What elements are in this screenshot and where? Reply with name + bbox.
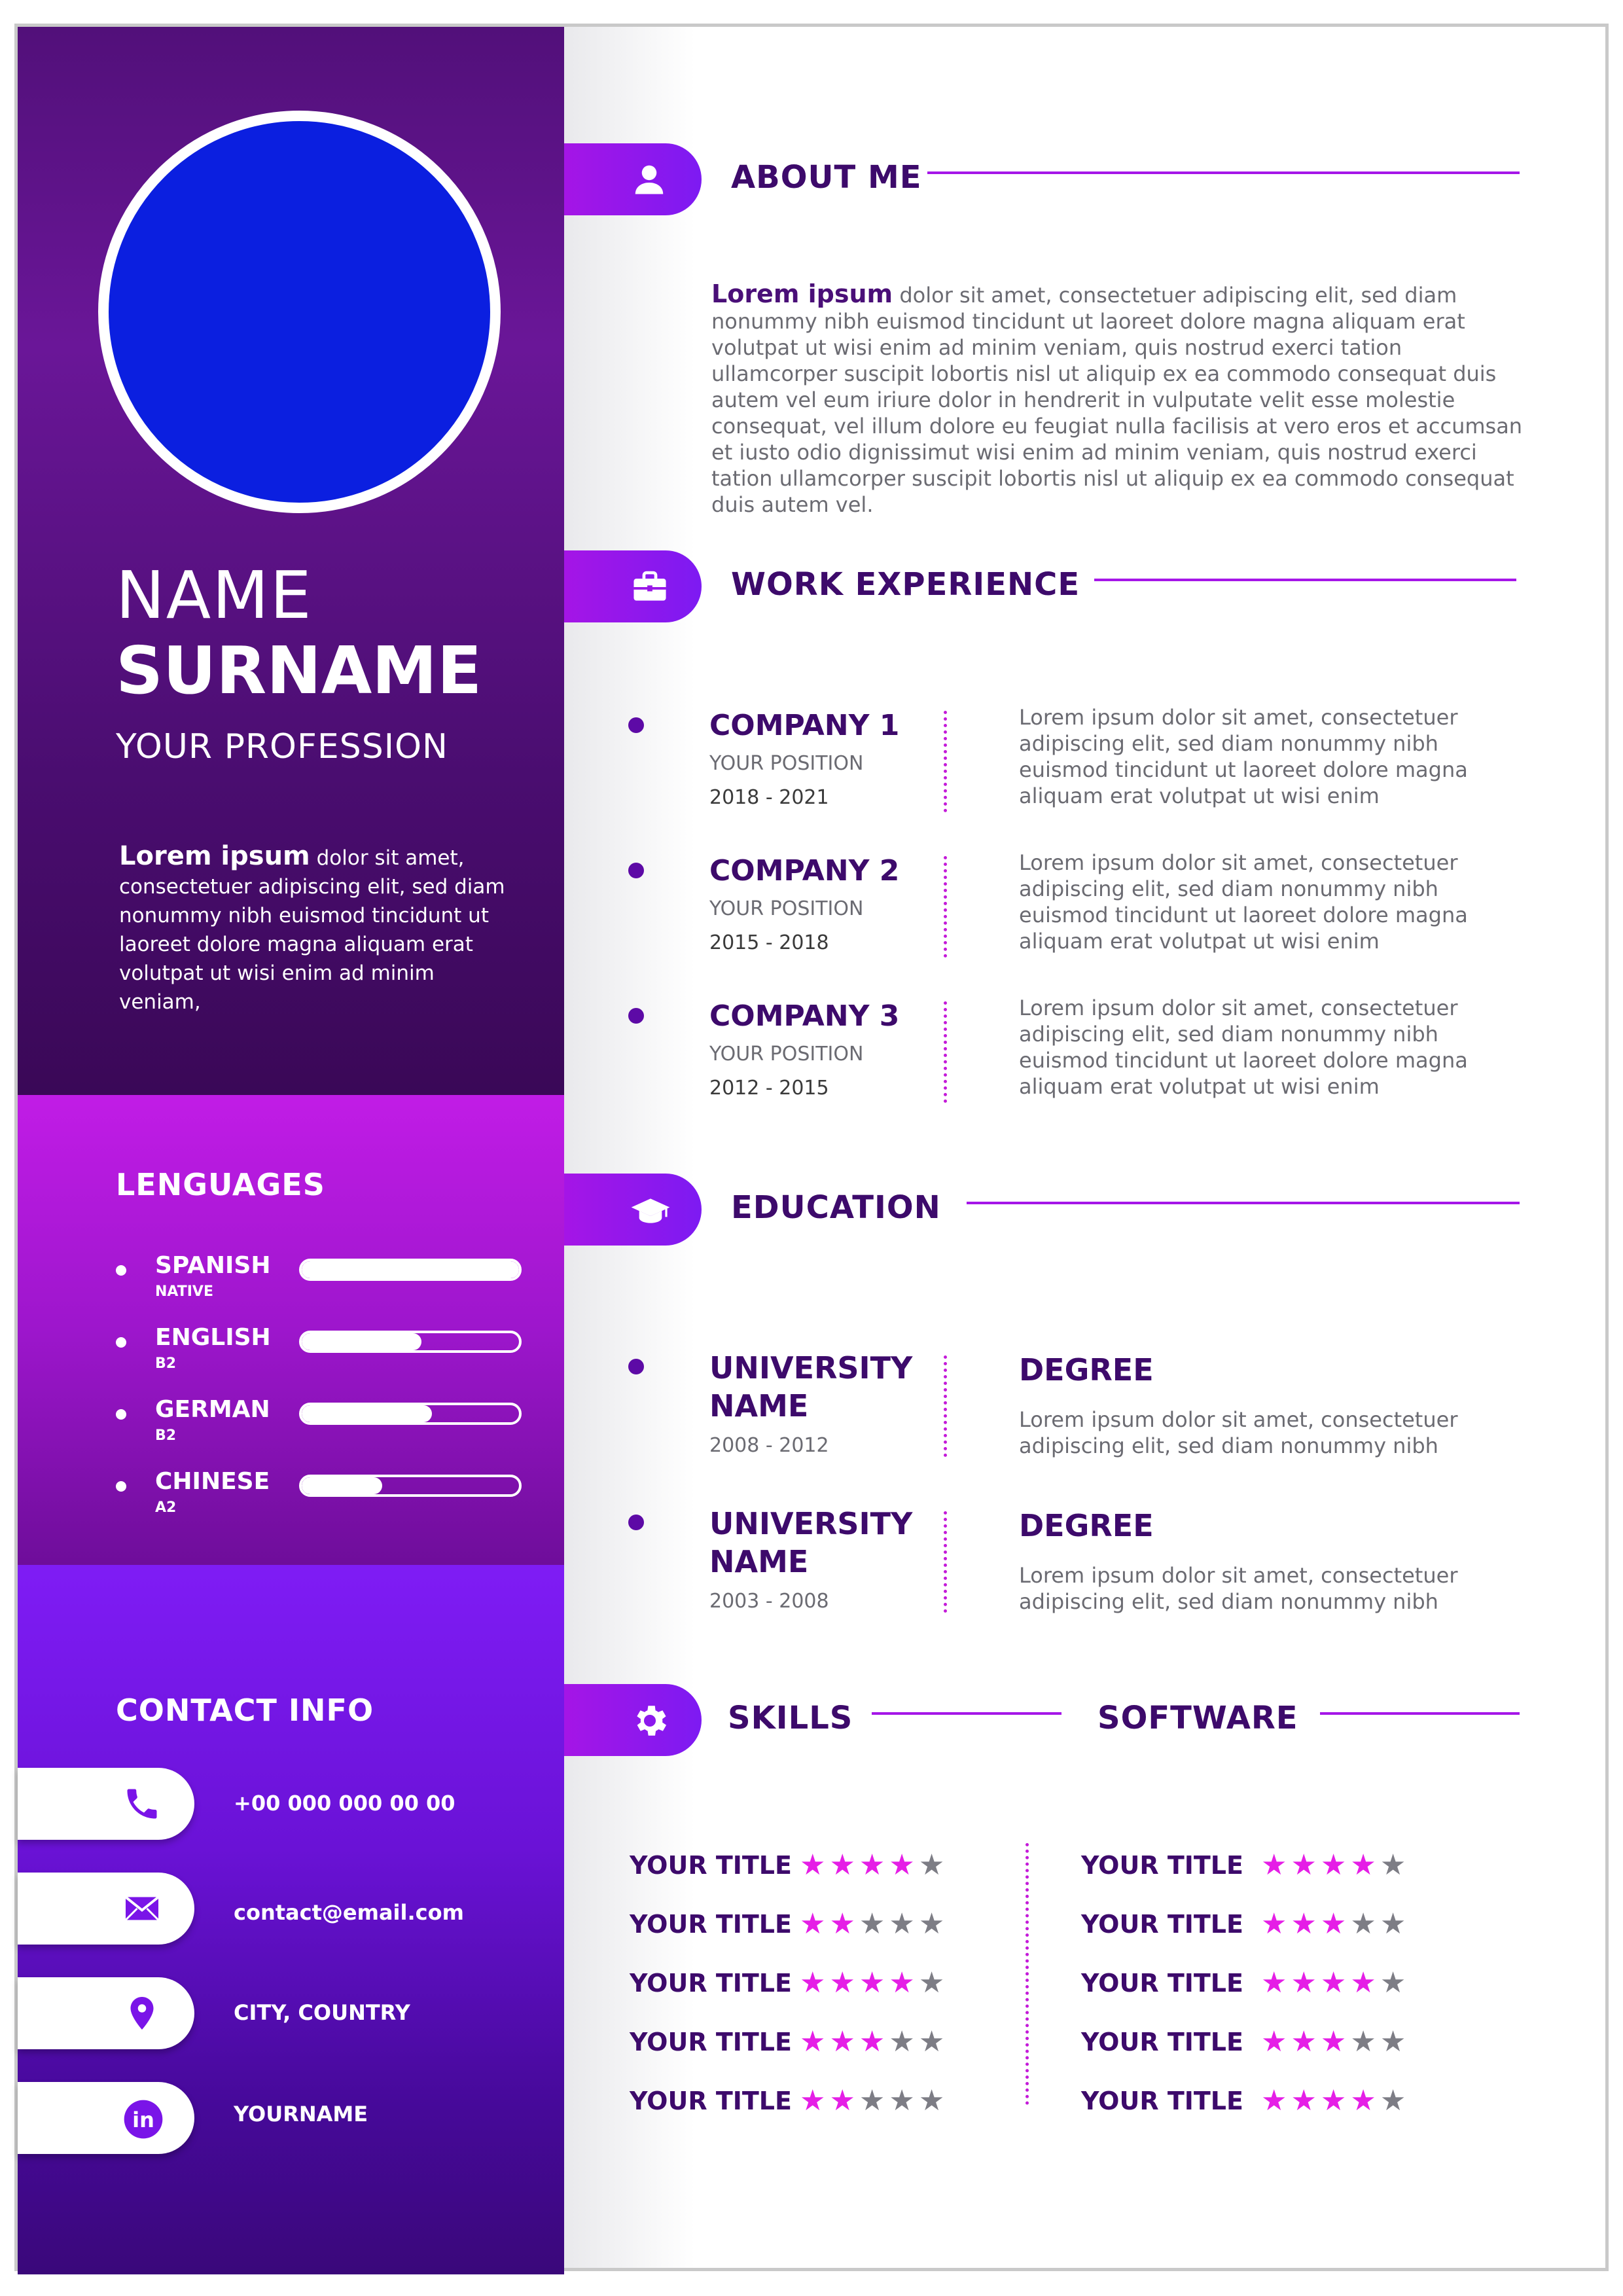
star-filled-icon: ★ <box>1261 1848 1291 1882</box>
star-empty-icon: ★ <box>1380 1966 1410 2000</box>
company-position: YOUR POSITION <box>709 752 864 775</box>
company-description: Lorem ipsum dolor sit amet, consectetuer adipiscing elit, sed diam nonummy nibh euismod tincidunt ut laoreet dolore magna aliquam erat volutpat ut wisi enim <box>1019 850 1468 954</box>
star-filled-icon: ★ <box>1261 1907 1291 1941</box>
language-name: ENGLISH <box>155 1324 271 1351</box>
university-name: UNIVERSITY NAME <box>709 1506 913 1579</box>
language-level: NATIVE <box>155 1283 213 1300</box>
skills-divider <box>872 1712 1061 1715</box>
education-tab <box>564 1174 702 1246</box>
software-title: YOUR TITLE <box>1081 1969 1243 1998</box>
about-tab <box>564 143 702 215</box>
language-proficiency-fill <box>302 1477 382 1494</box>
star-filled-icon: ★ <box>889 1966 919 2000</box>
phone-pill <box>18 1768 194 1840</box>
about-divider <box>927 171 1520 174</box>
star-empty-icon: ★ <box>889 1907 919 1941</box>
contact-panel <box>18 1565 564 2274</box>
star-filled-icon: ★ <box>1320 2084 1351 2117</box>
software-rating <box>1261 2084 1410 2117</box>
star-empty-icon: ★ <box>889 2084 919 2117</box>
star-filled-icon: ★ <box>1291 1966 1321 2000</box>
sidebar-profile-panel <box>18 27 564 1095</box>
star-filled-icon: ★ <box>859 1966 889 2000</box>
star-filled-icon: ★ <box>1320 2025 1351 2058</box>
skill-title: YOUR TITLE <box>630 2028 792 2056</box>
star-filled-icon: ★ <box>829 2025 859 2058</box>
contact-email[interactable]: contact@email.com <box>234 1900 464 1925</box>
contact-linkedin[interactable]: YOURNAME <box>234 2102 368 2126</box>
profile-intro <box>119 842 512 1016</box>
profile-intro-lead: Lorem ipsum <box>119 841 310 871</box>
company-name: COMPANY 3 <box>709 999 900 1033</box>
star-empty-icon: ★ <box>1350 2025 1380 2058</box>
company-years: 2012 - 2015 <box>709 1077 829 1100</box>
software-heading: SOFTWARE <box>1097 1700 1298 1736</box>
software-title: YOUR TITLE <box>1081 2028 1243 2056</box>
company-name: COMPANY 2 <box>709 854 900 888</box>
university-years: 2003 - 2008 <box>709 1590 829 1613</box>
last-name: SURNAME <box>116 632 482 709</box>
timeline-bullet <box>628 1359 644 1374</box>
linkedin-icon <box>122 2098 164 2140</box>
about-text <box>711 281 1529 518</box>
star-filled-icon: ★ <box>1320 1848 1351 1882</box>
dotted-separator <box>944 711 947 812</box>
skill-title: YOUR TITLE <box>630 1851 792 1880</box>
star-filled-icon: ★ <box>800 1848 830 1882</box>
bullet-dot <box>116 1337 126 1348</box>
star-filled-icon: ★ <box>800 2025 830 2058</box>
svg-text:in: in <box>132 2108 154 2132</box>
software-row <box>1081 1907 1428 1943</box>
star-filled-icon: ★ <box>859 1848 889 1882</box>
contact-phone[interactable]: +00 000 000 00 00 <box>234 1791 455 1816</box>
star-filled-icon: ★ <box>1320 1907 1351 1941</box>
language-item <box>116 1468 522 1520</box>
degree-title: DEGREE <box>1019 1508 1154 1543</box>
star-filled-icon: ★ <box>1320 1966 1351 2000</box>
star-filled-icon: ★ <box>800 1907 830 1941</box>
envelope-icon <box>122 1889 162 1928</box>
language-level: A2 <box>155 1499 177 1516</box>
timeline-bullet <box>628 717 644 733</box>
language-level: B2 <box>155 1427 177 1444</box>
degree-description: Lorem ipsum dolor sit amet, consectetuer adipiscing elit, sed diam nonummy nibh <box>1019 1563 1458 1614</box>
star-filled-icon: ★ <box>1261 1966 1291 2000</box>
phone-icon <box>122 1784 162 1823</box>
resume-page <box>14 24 1609 2271</box>
skill-row <box>630 2084 970 2119</box>
star-empty-icon: ★ <box>1350 1907 1380 1941</box>
education-divider <box>967 1202 1520 1204</box>
star-filled-icon: ★ <box>829 1848 859 1882</box>
work-divider <box>1094 579 1516 581</box>
star-filled-icon: ★ <box>829 1907 859 1941</box>
skill-rating <box>800 1907 948 1941</box>
star-empty-icon: ★ <box>918 1848 949 1882</box>
star-empty-icon: ★ <box>859 1907 889 1941</box>
software-row <box>1081 2025 1428 2060</box>
skills-tab <box>564 1684 702 1756</box>
gear-icon <box>630 1700 670 1741</box>
dotted-separator <box>944 1001 947 1103</box>
star-empty-icon: ★ <box>918 2084 949 2117</box>
skill-row <box>630 1907 970 1943</box>
language-name: SPANISH <box>155 1252 271 1279</box>
skill-row <box>630 2025 970 2060</box>
about-lead: Lorem ipsum <box>711 279 893 308</box>
star-empty-icon: ★ <box>918 1966 949 2000</box>
skill-row <box>630 1966 970 2001</box>
language-item <box>116 1324 522 1376</box>
software-row <box>1081 2084 1428 2119</box>
star-filled-icon: ★ <box>889 1848 919 1882</box>
star-filled-icon: ★ <box>1350 1966 1380 2000</box>
work-heading: WORK EXPERIENCE <box>731 566 1080 603</box>
location-pill <box>18 1977 194 2049</box>
language-proficiency-bar <box>299 1475 522 1497</box>
skill-rating <box>800 1966 948 2000</box>
software-divider <box>1320 1712 1520 1715</box>
skill-row <box>630 1848 970 1884</box>
skill-title: YOUR TITLE <box>630 1969 792 1998</box>
company-years: 2018 - 2021 <box>709 786 829 809</box>
linkedin-pill <box>18 2082 194 2154</box>
timeline-bullet <box>628 863 644 878</box>
star-filled-icon: ★ <box>1261 2084 1291 2117</box>
star-empty-icon: ★ <box>1380 1907 1410 1941</box>
education-heading: EDUCATION <box>731 1189 941 1226</box>
star-empty-icon: ★ <box>1380 2084 1410 2117</box>
skills-heading: SKILLS <box>728 1700 853 1736</box>
profession: YOUR PROFESSION <box>116 727 448 766</box>
profile-intro-text: dolor sit amet, consectetuer adipiscing elit, sed diam nonummy nibh euismod tincidunt ut laoreet dolore magna aliquam erat volutpat ut wisi enim ad minim veniam, <box>119 846 505 1014</box>
star-filled-icon: ★ <box>829 1966 859 2000</box>
university-years: 2008 - 2012 <box>709 1434 829 1457</box>
language-proficiency-fill <box>302 1405 432 1422</box>
star-filled-icon: ★ <box>1291 2025 1321 2058</box>
language-proficiency-fill <box>302 1333 421 1350</box>
star-filled-icon: ★ <box>1291 1848 1321 1882</box>
skill-title: YOUR TITLE <box>630 1910 792 1939</box>
degree-description: Lorem ipsum dolor sit amet, consectetuer adipiscing elit, sed diam nonummy nibh <box>1019 1407 1458 1458</box>
briefcase-icon <box>630 567 670 607</box>
about-body: dolor sit amet, consectetuer adipiscing elit, sed diam nonummy nibh euismod tincidunt ut laoreet dolore magna aliquam erat volutpat ut wisi enim ad minim veniam, quis nostrud exerci tation ullamcorper suscipit lobortis nisl ut aliquip ex ea commodo consequat duis autem vel eum iriure dolor in hendrerit in vulputate velit esse molestie consequat, vel illum dolore eu feugiat nulla facilisis at vero eros et accumsan et iusto odio dignissimut wisi enim ad minim veniam, quis nostrud exerci tation ullamcorper suscipit lobortis nisl ut aliquip ex ea commodo consequat duis autem vel. <box>711 283 1523 517</box>
star-empty-icon: ★ <box>889 2025 919 2058</box>
software-row <box>1081 1966 1428 2001</box>
star-filled-icon: ★ <box>1350 2084 1380 2117</box>
company-position: YOUR POSITION <box>709 897 864 920</box>
language-name: CHINESE <box>155 1468 270 1495</box>
star-empty-icon: ★ <box>918 1907 949 1941</box>
software-rating <box>1261 1848 1410 1882</box>
star-filled-icon: ★ <box>859 2025 889 2058</box>
languages-panel <box>18 1095 564 1565</box>
skill-rating <box>800 1848 948 1882</box>
email-pill <box>18 1873 194 1945</box>
software-rating <box>1261 1966 1410 2000</box>
star-filled-icon: ★ <box>1350 1848 1380 1882</box>
skill-rating <box>800 2025 948 2058</box>
star-empty-icon: ★ <box>918 2025 949 2058</box>
first-name: NAME <box>116 557 313 634</box>
star-filled-icon: ★ <box>800 1966 830 2000</box>
software-title: YOUR TITLE <box>1081 1910 1243 1939</box>
company-position: YOUR POSITION <box>709 1043 864 1066</box>
star-filled-icon: ★ <box>1291 2084 1321 2117</box>
software-title: YOUR TITLE <box>1081 2087 1243 2115</box>
work-tab <box>564 550 702 622</box>
language-name: GERMAN <box>155 1396 270 1423</box>
language-proficiency-bar <box>299 1331 522 1353</box>
language-item <box>116 1396 522 1448</box>
software-rating <box>1261 2025 1410 2058</box>
skill-title: YOUR TITLE <box>630 2087 792 2115</box>
skill-rating <box>800 2084 948 2117</box>
company-years: 2015 - 2018 <box>709 931 829 954</box>
bullet-dot <box>116 1409 126 1420</box>
map-pin-icon <box>122 1994 162 2033</box>
software-rating <box>1261 1907 1410 1941</box>
dotted-separator <box>944 1511 947 1613</box>
language-proficiency-fill <box>302 1261 519 1278</box>
star-filled-icon: ★ <box>829 2084 859 2117</box>
about-heading: ABOUT ME <box>731 159 922 196</box>
company-name: COMPANY 1 <box>709 709 900 742</box>
dotted-separator <box>944 856 947 958</box>
star-empty-icon: ★ <box>1380 2025 1410 2058</box>
star-empty-icon: ★ <box>859 2084 889 2117</box>
sidebar <box>18 27 564 2268</box>
star-empty-icon: ★ <box>1380 1848 1410 1882</box>
software-row <box>1081 1848 1428 1884</box>
dotted-separator <box>944 1355 947 1457</box>
bullet-dot <box>116 1265 126 1276</box>
company-description: Lorem ipsum dolor sit amet, consectetuer adipiscing elit, sed diam nonummy nibh euismod tincidunt ut laoreet dolore magna aliquam erat volutpat ut wisi enim <box>1019 705 1468 808</box>
software-title: YOUR TITLE <box>1081 1851 1243 1880</box>
graduation-cap-icon <box>630 1190 671 1232</box>
languages-heading: LENGUAGES <box>116 1167 325 1202</box>
language-level: B2 <box>155 1355 177 1372</box>
star-filled-icon: ★ <box>800 2084 830 2117</box>
language-proficiency-bar <box>299 1259 522 1281</box>
timeline-bullet <box>628 1515 644 1530</box>
contact-heading: CONTACT INFO <box>116 1693 374 1728</box>
university-name: UNIVERSITY NAME <box>709 1350 913 1424</box>
profile-photo-placeholder <box>98 111 501 513</box>
bullet-dot <box>116 1481 126 1492</box>
language-proficiency-bar <box>299 1403 522 1425</box>
company-description: Lorem ipsum dolor sit amet, consectetuer adipiscing elit, sed diam nonummy nibh euismod tincidunt ut laoreet dolore magna aliquam erat volutpat ut wisi enim <box>1019 996 1468 1099</box>
star-filled-icon: ★ <box>1291 1907 1321 1941</box>
language-item <box>116 1252 522 1304</box>
star-filled-icon: ★ <box>1261 2025 1291 2058</box>
dotted-separator <box>1026 1843 1029 2105</box>
user-icon <box>630 160 669 199</box>
contact-location: CITY, COUNTRY <box>234 2000 410 2025</box>
degree-title: DEGREE <box>1019 1352 1154 1388</box>
timeline-bullet <box>628 1008 644 1024</box>
